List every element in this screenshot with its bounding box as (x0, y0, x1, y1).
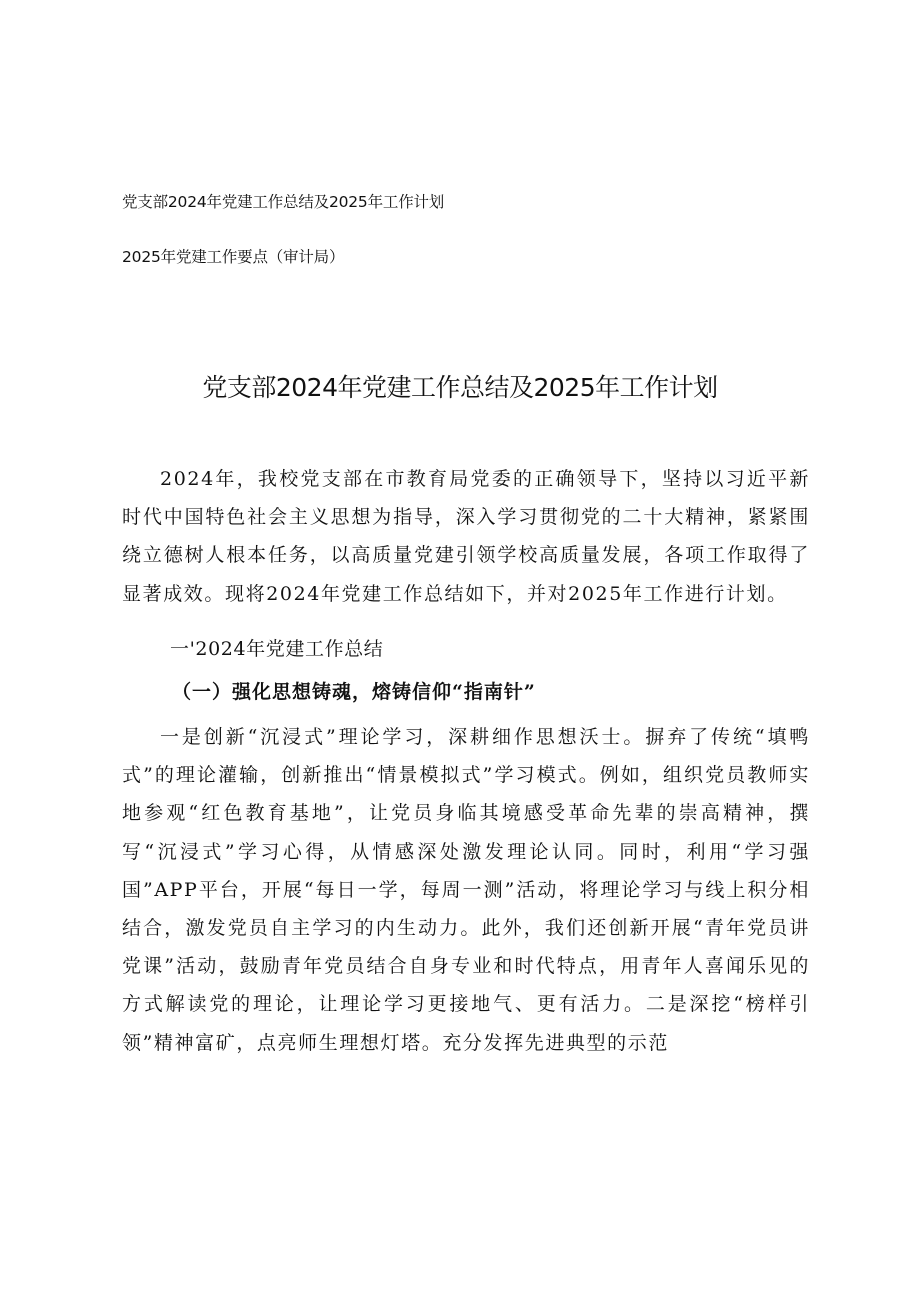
subsection-heading: （一）强化思想铸魂，熔铸信仰“指南针” (172, 681, 536, 703)
toc-item-key-points: 2025年党建工作要点（审计局） (122, 248, 345, 266)
body-paragraph: 一是创新“沉浸式”理论学习，深耕细作思想沃士。摒弃了传统“填鸭式”的理论灌输，创新推出“情景模拟式”学习模式。例如，组织党员教师实地参观“红色教育基地”，让党员身临其境感受革命先辈的崇高精神，撰写“沉浸式”学习心得，从情感深处激发理论认同。同时，利用“学习强国”APP平台，开展“每日一学，每周一测”活动，将理论学习与线上积分相结合，激发党员自主学习的内生动力。此外，我们还创新开展“青年党员讲党课”活动，鼓励青年党员结合自身专业和时代特点，用青年人喜闻乐见的方式解读党的理论，让理论学习更接地气、更有活力。二是深挖“榜样引领”精神富矿，点亮师生理想灯塔。充分发挥先进典型的示范 (122, 726, 810, 1054)
intro-paragraph: 2024年，我校党支部在市教育局党委的正确领导下，坚持以习近平新时代中国特色社会主义思想为指导，深入学习贯彻党的二十大精神，紧紧围绕立德树人根本任务，以高质量党建引领学校高质量发展，各项工作取得了显著成效。现将2024年党建工作总结如下，并对2025年工作进行计划。 (122, 468, 810, 605)
toc-item-summary: 党支部2024年党建工作总结及2025年工作计划 (122, 193, 445, 211)
section-heading: 一'2024年党建工作总结 (170, 638, 384, 660)
document-title: 党支部2024年党建工作总结及2025年工作计划 (202, 373, 718, 402)
